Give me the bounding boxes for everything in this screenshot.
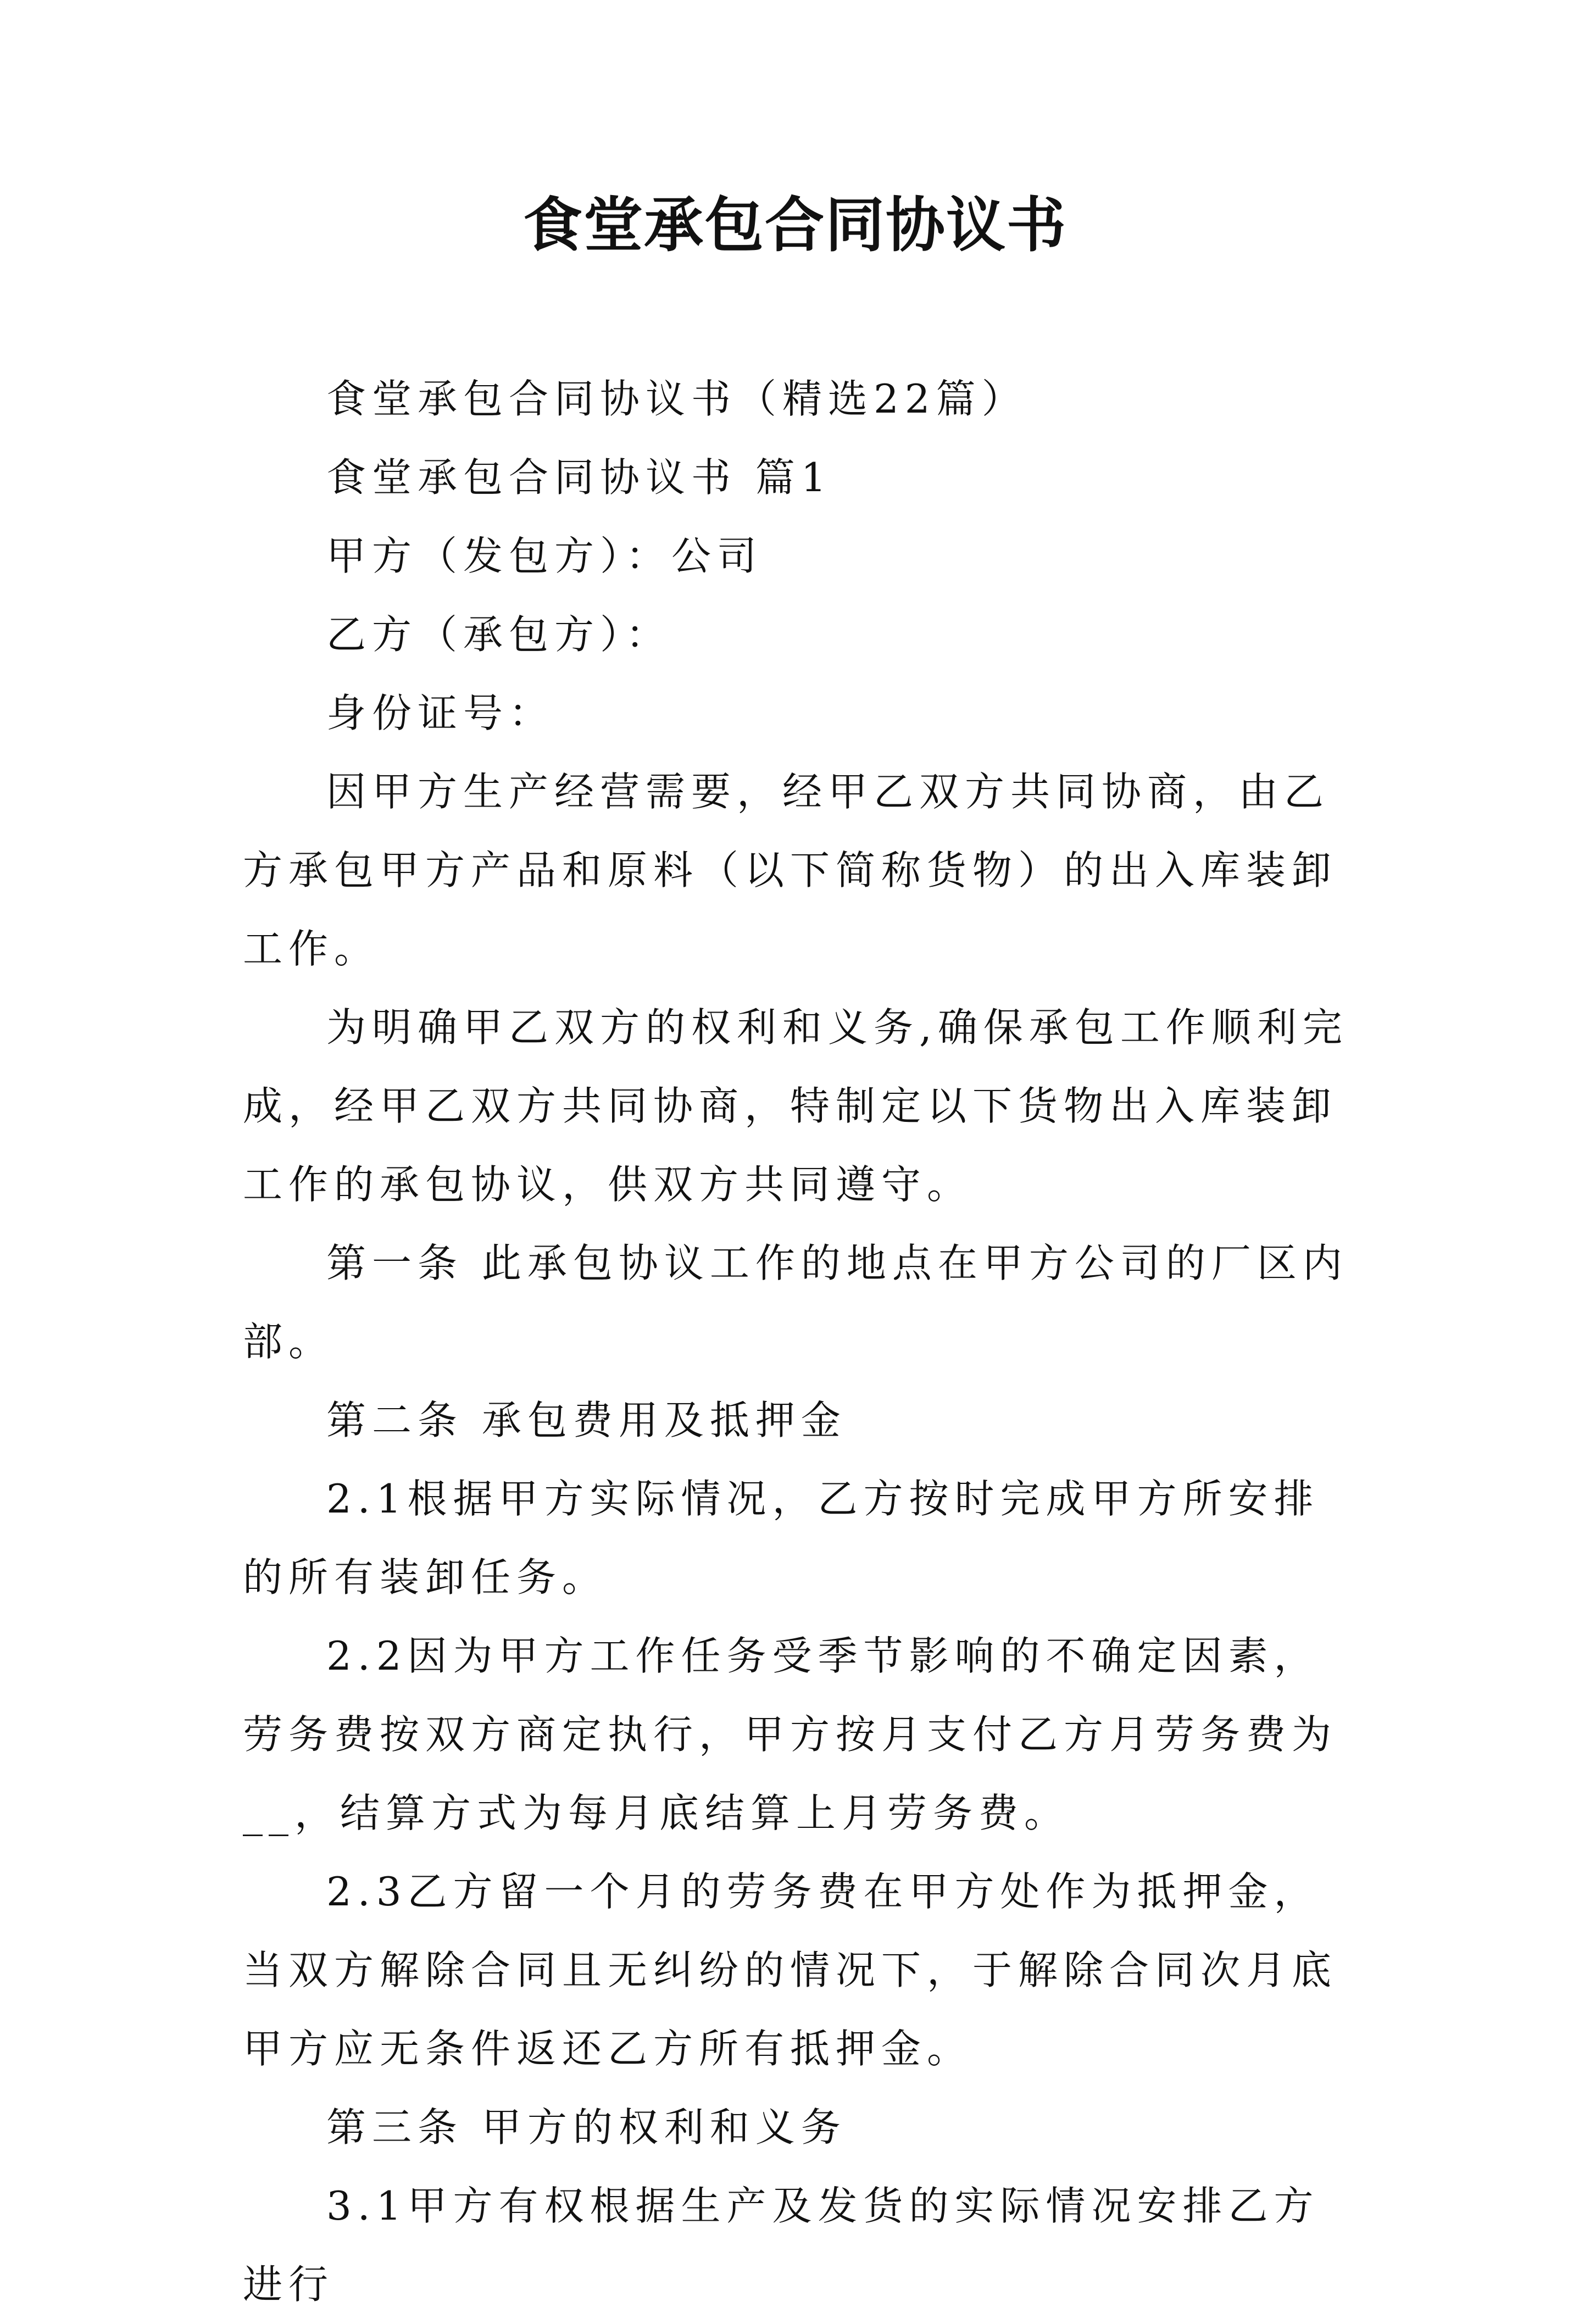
paragraph-intro: 因甲方生产经营需要，经甲乙双方共同协商，由乙方承包甲方产品和原料（以下简称货物）的出入库装卸工作。: [243, 769, 1338, 972]
paragraph-id-number: 身份证号：: [326, 690, 555, 736]
document-body: [243, 360, 1358, 2324]
paragraph-party-a: 甲方（发包方）：公司: [326, 533, 763, 579]
paragraph-party-b: 乙方（承包方）：: [326, 611, 672, 658]
paragraph-clause-2-1: 2.1根据甲方实际情况，乙方按时完成甲方所安排的所有装卸任务。: [243, 1476, 1320, 1600]
paragraph-clause-2-3: 2.3乙方留一个月的劳务费在甲方处作为抵押金，当双方解除合同且无纠纷的情况下，于解除合同次月底甲方应无条件返还乙方所有抵押金。: [243, 1869, 1338, 2072]
document-title: 食堂承包合同协议书: [522, 191, 1067, 260]
paragraph-article-3-heading: 第三条 甲方的权利和义务: [326, 2104, 847, 2150]
paragraph-clause-3-1: 3.1甲方有权根据生产及发货的实际情况安排乙方进行: [243, 2183, 1320, 2308]
paragraph-subtitle: 食堂承包合同协议书（精选22篇）: [326, 376, 1027, 422]
paragraph-clause-2-2: 2.2因为甲方工作任务受季节影响的不确定因素，劳务费按双方商定执行，甲方按月支付乙方月劳务费为__，结算方式为每月底结算上月劳务费。: [243, 1633, 1338, 1836]
paragraph-purpose: 为明确甲乙双方的权利和义务,确保承包工作顺利完成，经甲乙双方共同协商，特制定以下货物出入库装卸工作的承包协议，供双方共同遵守。: [243, 1004, 1348, 1208]
paragraph-article-2-heading: 第二条 承包费用及抵押金: [326, 1397, 847, 1443]
paragraph-section-heading: 食堂承包合同协议书 篇1: [326, 454, 832, 501]
paragraph-article-1: 第一条 此承包协议工作的地点在甲方公司的厂区内部。: [243, 1240, 1348, 1365]
